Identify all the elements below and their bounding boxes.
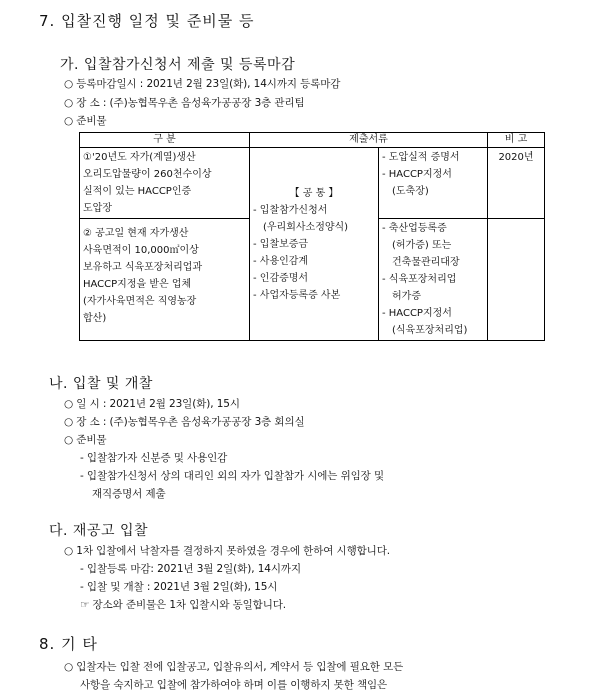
bid-material-item: - 입찰참가신청서 상의 대리인 외의 자가 입찰참가 시에는 위임장 및 <box>80 470 384 482</box>
rebid-opening: - 입찰 및 개찰 : 2021년 3월 2일(화), 15시 <box>80 581 278 593</box>
row1-category-line: 실적이 있는 HACCP인증 <box>83 186 192 197</box>
row2-doc: - HACCP지정서 <box>382 308 452 319</box>
row2-note <box>488 219 545 341</box>
row2-doc: - 축산업등록증 <box>382 223 447 234</box>
row2-category-line: ② 공고일 현재 자가생산 <box>83 228 189 239</box>
table-row <box>80 148 545 219</box>
section-8-item: ○ 입찰자는 입찰 전에 입찰공고, 입찰유의서, 계약서 등 입찰에 필요한 모든 <box>64 661 404 673</box>
common-item: - 입찰보증금 <box>253 238 309 250</box>
row1-doc: (도축장) <box>392 186 429 197</box>
header-category: 구 분 <box>80 133 250 148</box>
materials-table <box>79 132 545 341</box>
header-note: 비 고 <box>488 133 545 148</box>
row2-doc: (허가증) 또는 <box>392 240 452 251</box>
registration-place: ○ 장 소 : (주)농협목우촌 음성육가공공장 3층 관리팀 <box>64 97 305 109</box>
bid-place: ○ 장 소 : (주)농협목우촌 음성육가공공장 3층 회의실 <box>64 416 305 428</box>
rebid-note: ☞ 장소와 준비물은 1차 입찰시와 동일합니다. <box>80 599 287 611</box>
bid-materials-label: ○ 준비물 <box>64 434 107 446</box>
bid-material-item-cont: 재직증명서 제출 <box>92 488 166 500</box>
section-8-title: 8. 기 타 <box>39 635 98 653</box>
subsection-c-title: 다. 재공고 입찰 <box>49 523 148 539</box>
registration-deadline: ○ 등록마감일시 : 2021년 2월 23일(화), 14시까지 등록마감 <box>64 78 341 90</box>
row1-documents <box>379 148 488 219</box>
row2-doc: (식육포장처리업) <box>392 325 468 336</box>
section-7-title: 7. 입찰진행 일정 및 준비물 등 <box>39 12 255 30</box>
row2-category <box>80 219 250 341</box>
row1-doc: - HACCP지정서 <box>382 169 452 180</box>
row2-doc: 건축물관리대장 <box>392 257 460 268</box>
common-title: 【 공 통 】 <box>289 187 339 199</box>
row1-category-line: 오리도압물량이 260천수이상 <box>83 169 212 180</box>
common-item: - 인감증명서 <box>253 272 309 284</box>
common-documents <box>250 148 379 341</box>
common-item: - 입찰참가신청서 <box>253 204 328 216</box>
bid-datetime: ○ 일 시 : 2021년 2월 23일(화), 15시 <box>64 398 240 410</box>
row2-doc: 허가증 <box>392 291 421 302</box>
row1-note: 2020년 <box>488 148 545 219</box>
rebid-condition: ○ 1차 입찰에서 낙찰자를 결정하지 못하였을 경우에 한하여 시행합니다. <box>64 545 390 557</box>
subsection-a-title: 가. 입찰참가신청서 제출 및 등록마감 <box>60 57 296 73</box>
rebid-registration: - 입찰등록 마감: 2021년 3월 2일(화), 14시까지 <box>80 563 301 575</box>
row2-doc: - 식육포장처리업 <box>382 274 457 285</box>
row2-category-line: 보유하고 식육포장처리업과 <box>83 262 203 273</box>
bid-material-item: - 입찰참가자 신분증 및 사용인감 <box>80 452 228 464</box>
row2-category-line: (자가사육면적은 직영농장 <box>83 296 197 307</box>
registration-materials-label: ○ 준비물 <box>64 115 107 127</box>
row1-category <box>80 148 250 219</box>
subsection-b-title: 나. 입찰 및 개찰 <box>49 376 153 392</box>
row1-category-line: 도압장 <box>83 203 112 214</box>
row2-documents <box>379 219 488 341</box>
common-item: - 사용인감계 <box>253 255 309 267</box>
section-8-item-cont: 사항을 숙지하고 입찰에 참가하여야 하며 이를 이행하지 못한 책임은 <box>80 679 388 691</box>
row2-category-line: 합산) <box>83 313 107 324</box>
row2-category-line: HACCP지정을 받은 업체 <box>83 279 192 290</box>
row1-doc: - 도압실적 증명서 <box>382 152 460 163</box>
header-documents: 제출서류 <box>250 133 488 148</box>
row1-category-line: ①'20년도 자가(계열)생산 <box>83 152 196 163</box>
table-header-row <box>80 133 545 148</box>
common-item: - 사업자등록증 사본 <box>253 289 341 301</box>
row2-category-line: 사육면적이 10,000㎡이상 <box>83 245 199 256</box>
common-item: (우리회사소정양식) <box>263 221 349 233</box>
